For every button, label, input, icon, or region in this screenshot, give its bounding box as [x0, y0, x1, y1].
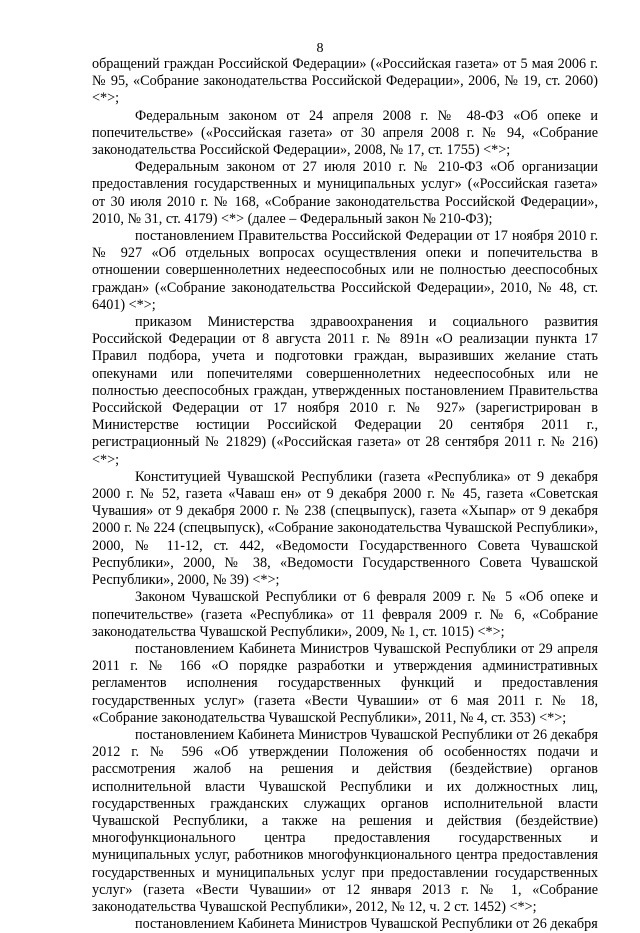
paragraph: приказом Министерства здравоохранения и социального развития Российской Федерации от 8 августа 2011 г. № 891н «О реализации пункта 17 Правил подбора, учета и подготовки граждан, выразивших желание стать опекунами или попечителями совершеннолетних недееспособных или не полностью дееспособных граждан, утвержденных постановлением Правительства Российской Федерации от 17 ноября 2010 г. № 927» (зарегистрирован в Министерстве юстиции Российской Федерации 20 сентября 2011 г., регистрационный № 21829) («Российская газета» от 28 сентября 2011 г. № 216) <*>;: [92, 314, 598, 468]
document-body: [92, 56, 598, 933]
paragraph: постановлением Кабинета Министров Чувашской Республики от 29 апреля 2011 г. № 166 «О порядке разработки и утверждения административных регламентов исполнения государственных функций и предоставления государственных услуг» (газета «Вести Чувашии» от 6 мая 2011 г. № 18, «Собрание законодательства Чувашской Республики», 2011, № 4, ст. 353) <*>;: [92, 640, 598, 726]
paragraph: постановлением Кабинета Министров Чувашской Республики от 26 декабря: [135, 916, 598, 933]
paragraph: обращений граждан Российской Федерации» («Российская газета» от 5 мая 2006 г. № 95, «Собрание законодательства Российской Федерации», 2006, № 19, ст. 2060) <*>;: [92, 56, 598, 107]
paragraph: Конституцией Чувашской Республики (газета «Республика» от 9 декабря 2000 г. № 52, газета «Чаваш ен» от 9 декабря 2000 г. № 45, газета «Советская Чувашия» от 9 декабря 2000 г. № 238 (спецвыпуск), газета «Хыпар» от 9 декабря 2000 г. № 224 (спецвыпуск), «Собрание законодательства Чувашской Республики», 2000, № 11-12, ст. 442, «Ведомости Государственного Совета Чувашской Республики», 2000, № 38, «Ведомости Государственного Совета Чувашской Республики», 2000, № 39) <*>;: [92, 468, 598, 589]
paragraph: постановлением Кабинета Министров Чувашской Республики от 26 декабря 2012 г. № 596 «Об утверждении Положения об особенностях подачи и рассмотрения жалоб на решения и действия (бездействие) органов исполнительной власти Чувашской Республики и их должностных лиц, государственных гражданских служащих органов исполнительной власти Чувашской Республики, а также на решения и действия (бездействие) многофункционального центра предоставления государственных и муниципальных услуг, работников многофункционального центра предоставления государственных и муниципальных услуг при предоставлении государственных услуг» (газета «Вести Чувашии» от 12 января 2013 г. № 1, «Собрание законодательства Чувашской Республики», 2012, № 12, ч. 2 ст. 1452) <*>;: [92, 726, 598, 915]
paragraph: постановлением Правительства Российской Федерации от 17 ноября 2010 г. № 927 «Об отдельных вопросах осуществления опеки и попечительства в отношении совершеннолетних недееспособных или не полностью дееспособных граждан» («Собрание законодательства Российской Федерации», 2010, № 48, ст. 6401) <*>;: [92, 228, 598, 313]
page-number: 8: [316, 41, 324, 56]
paragraph: Федеральным законом от 24 апреля 2008 г. № 48-ФЗ «Об опеке и попечительстве» («Российская газета» от 30 апреля 2008 г. № 94, «Собрание законодательства Российской Федерации», 2008, № 17, ст. 1755) <*>;: [92, 107, 598, 159]
paragraph: Законом Чувашской Республики от 6 февраля 2009 г. № 5 «Об опеке и попечительстве» (газета «Республика» от 11 февраля 2009 г. № 6, «Собрание законодательства Чувашской Республики», 2009, № 1, ст. 1015) <*>;: [92, 589, 598, 640]
paragraph: Федеральным законом от 27 июля 2010 г. № 210-ФЗ «Об организации предоставления государственных и муниципальных услуг» («Российская газета» от 30 июля 2010 г. № 168, «Собрание законодательства Российской Федерации», 2010, № 31, ст. 4179) <*> (далее – Федеральный закон № 210-ФЗ);: [92, 159, 598, 227]
